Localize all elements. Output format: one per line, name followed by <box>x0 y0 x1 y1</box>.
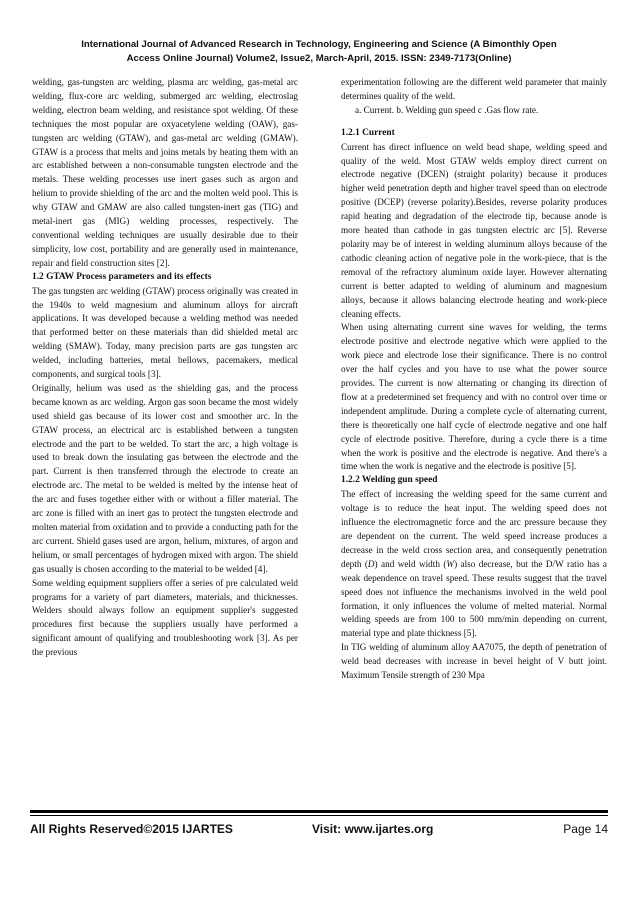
body-paragraph: Originally, helium was used as the shielding gas, and the process became known as arc welding. Argon gas soon became the most widely used shield gas because of its lower cost and smoother arc. In the GTAW process, an electrical arc is established between a tungsten electrode and the part to be welded. To start the arc, a high voltage is used to break down the insulating gas between the electrode and the part. Current is then transferred through the electrode to create an electrode arc. The metal to be welded is melted by the intense heat of the arc and fuses together either with or without a filler material. The arc zone is filled with an inert gas to protect the tungsten electrode and molten material from oxidation and to provide a conducting path for the arc current. Shield gases used are argon, helium, mixtures, of argon and helium, or small percentages of hydrogen mixed with argon. The shield gas usually is chosen according to the material to be welded [4]. <box>32 382 298 574</box>
body-paragraph: In TIG welding of aluminum alloy AA7075, the depth of penetration of weld bead decreases with increase in bevel height of V butt joint. Maximum Tensile strength of 230 Mpa <box>341 642 607 681</box>
body-paragraph: Current has direct influence on weld bead shape, welding speed and quality of the weld. Most GTAW welds employ direct current on electrode negative (DCEN) (straight polarity) because it produces higher weld penetration depth and higher travel speed than on electrode positive (DCEP) (reverse polarity).Besides, reverse polarity produces rapid heating and degradation of the electrode tip, because anode is more heated than cathode in gas tungsten electric arc [5]. Reverse polarity may be of interest in welding aluminum alloys because of the cathodic cleaning action of negative pole in the work-piece, that is the removal of the refractory aluminum oxide layer. However alternating current is better adapted to welding of aluminum and magnesium alloys, because it allows balancing electrode heating and work-piece cleaning effects. <box>341 141 607 319</box>
left-column <box>32 76 298 660</box>
variable-w: W <box>446 558 455 569</box>
footer-page-number: Page 14 <box>563 822 608 836</box>
section-heading: 1.2 GTAW Process parameters and its effects <box>32 271 212 282</box>
footer-rule-thin <box>30 815 608 816</box>
journal-header <box>40 38 598 65</box>
body-paragraph: welding, gas-tungsten arc welding, plasma arc welding, gas-metal arc welding, flux-core arc welding, submerged arc welding, electroslag welding, electron beam welding, and resistance spot welding. Of these techniques the most popular are oxyacetylene welding (OAW), gas-tungsten arc welding (GTAW), and gas-metal arc welding (GMAW). GTAW is a process that melts and joins metals by heating them with an arc established between a non-consumable tungsten electrode and the metals. These welding processes use inert gases such as argon and helium to provide shielding of the arc and the molten weld pool. This is why GTAW and GMAW are also called tungsten-inert gas (TIG) and metal-inert gas (MIG) welding processes, respectively. The conventional welding techniques are usually desirable due to their simplicity, low cost, portability and are generally used in maintenance, repair and field construction sites [2]. <box>32 77 298 268</box>
variable-d: D <box>367 558 375 569</box>
body-paragraph: The gas tungsten arc welding (GTAW) process originally was created in the 1940s to weld magnesium and aluminum alloys for aircraft applications. It was developed because a welding method was needed that performed better on these materials than did shielded metal arc welding (SMAW). Today, many precision parts are gas tungsten arc welded, including batteries, metal bellows, pacemakers, medical components, and surgical tools [3]. <box>32 285 298 380</box>
body-paragraph: When using alternating current sine waves for welding, the terms electrode positive and electrode negative which were applied to the work piece and electrode lose their significance. There is no control over the half cycles and you have to use what the power source provides. The current is now alternating or changing its direction of flow at a predetermined set frequency and with no control over time or independent amplitude. During a complete cycle of alternating current, there is theoretically one half cycle of electrode negative and one half cycle of electrode positive. Therefore, during a cycle there is a time when the work is positive and the electrode is negative. And there's a time when the work is negative and the electrode is positive [5]. <box>341 322 607 472</box>
footer-rule-thick <box>30 810 608 813</box>
body-paragraph: experimentation following are the different weld parameter that mainly determines quality of the weld. <box>341 77 607 101</box>
body-paragraph: Some welding equipment suppliers offer a series of pre calculated weld programs for a variety of part diameters, materials, and thicknesses. Welders should always follow an equipment supplier's suggested procedures first because the suppliers usually have performed a significant amount of qualifying and troubleshooting work [3]. As per the previous <box>32 577 298 658</box>
section-heading: 1.2.2 Welding gun speed <box>341 475 438 486</box>
right-column <box>341 76 607 683</box>
footer-copyright: All Rights Reserved©2015 IJARTES <box>30 822 233 836</box>
section-heading: 1.2.1 Current <box>341 127 395 138</box>
footer-website: Visit: www.ijartes.org <box>312 822 434 836</box>
text-run: ) and weld width ( <box>374 558 447 569</box>
body-paragraph <box>341 488 607 641</box>
text-run: The effect of increasing the welding speed for the same current and voltage is to reduce the heat input. The welding speed does not influence the electromagnetic force and the arc pressure because they are dependent on the current. The weld speed increase produces a decrease in the weld cross section area, and consequently penetration depth ( <box>341 489 607 569</box>
text-run: ) also decrease, but the D/W ratio has a weak dependence on travel speed. These results suggest that the travel speed does not influence the mechanisms involved in the weld pool formation, it only influences the volume of melted material. Normal welding speeds are from 100 to 500 mm/min depending on current, material type and plate thickness [5]. <box>341 558 608 639</box>
journal-header-line-2: Access Online Journal) Volume2, Issue2, March-April, 2015. ISSN: 2349-7173(Online) <box>126 52 512 64</box>
page-footer <box>30 822 608 838</box>
journal-header-line-1: International Journal of Advanced Research in Technology, Engineering and Science (A Bimonthly Open <box>81 39 557 50</box>
parameter-list: a. Current. b. Welding gun speed c .Gas flow rate. <box>355 104 539 115</box>
